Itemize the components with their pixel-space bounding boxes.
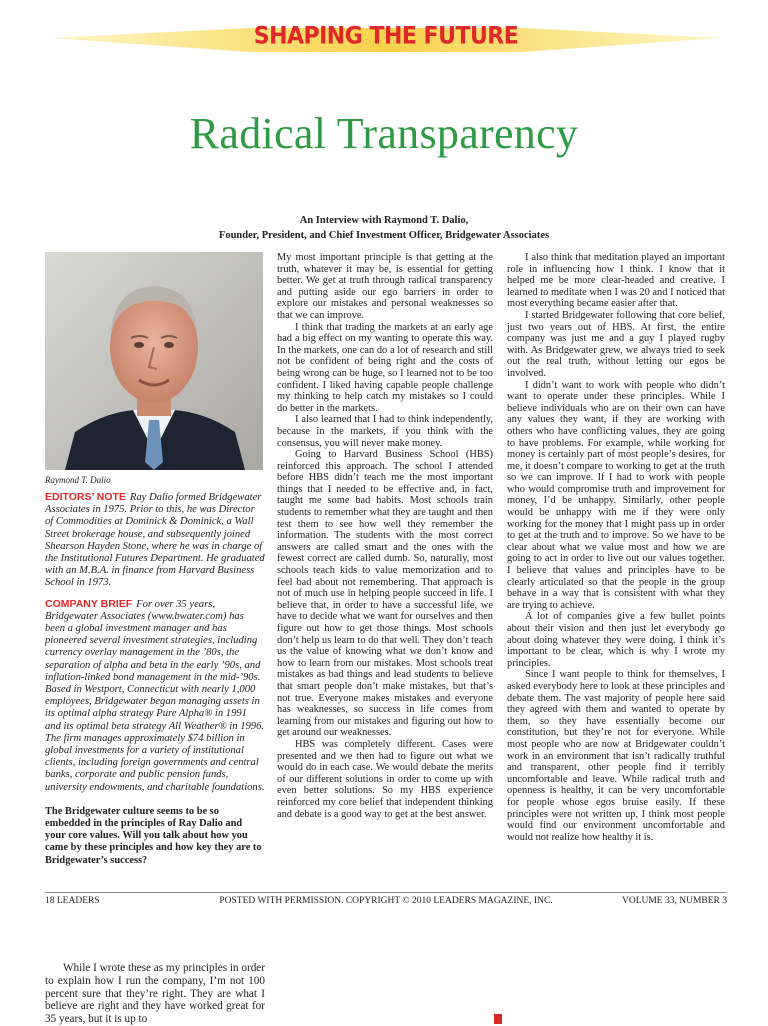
portrait-photo bbox=[45, 252, 263, 470]
paragraph: I think that trading the markets at an early age had a big effect on my wanting to operate this way. In the markets, one can do a lot of research and still not be confident of being right and the costs of being wrong can be huge, so I learned not to be too confident. I liked having capable people challenge my thinking to help catch my mistakes so I could do better in the markets. bbox=[277, 321, 493, 414]
paragraph: Since I want people to think for themselves, I asked everybody here to look at these principles and debate them. The vast majority of people here said they agreed with them and wanted to operate by them, so they have essentially become our constitution, but they’re not for everyone. While most people who are now at Bridgewater couldn’t work in an environment that isn’t radically truthful and transparent, other people find it terribly uncomfortable and leave. While radical truth and openness is healthy, it can be very uncomfortable for people whose egos bruise easily. If these principles were not written up, I think most people would find our environment uncomfortable and would not realize how healthy it is. bbox=[507, 669, 725, 843]
paragraph: My most important principle is that getting at the truth, whatever it may be, is essential for getting better. We get at truth through radical transparency and putting aside our ego barriers in order to explore our mistakes and personal weaknesses so that we can improve. bbox=[277, 252, 493, 321]
editors-note-text: Ray Dalio formed Bridgewater Associates in 1975. Prior to this, he was Director of Commodities at Dominick & Dominick, a Wall Street brokerage house, and subsequently joined Shearson Hayden Stone, where he was in charge of the Institutional Futures Department. He graduated with an M.B.A. in finance from Harvard Business School in 1973. bbox=[45, 492, 265, 589]
paragraph: I started Bridgewater following that core belief, just two years out of HBS. At first, the entire company was just me and a guy I played rugby with. As Bridgewater grew, we always tried to seek out the real truth, without letting our egos be involved. bbox=[507, 309, 725, 379]
left-column bbox=[45, 491, 265, 867]
red-marker bbox=[494, 1014, 502, 1024]
subtitle-line-1: An Interview with Raymond T. Dalio, bbox=[299, 215, 469, 226]
paragraph: I didn’t want to work with people who didn’t want to operate under these principles. While I believe individuals who are on their own can have any values they want, if they are working with others who have conflicting values, they are going to have problems. For example, while working for money is certainly part of most people’s desires, for me, it doesn’t compare to working to get at the truth so we can improve. If I had to work with people who would compromise truth and improvement for money, I’d be unhappy. Similarly, other people would be unhappy with me if they were only working for the money that I might pass up in order to get at the truth and to improve. So we have to be clear about what we value most and how we are going to act in order to live out our values together. I believe that values and principles have to be clearly articulated so that the people in the group behave in a way that is consistent with what they are trying to achieve. bbox=[507, 379, 725, 611]
subtitle-line-2: Founder, President, and Chief Investment Officer, Bridgewater Associates bbox=[218, 230, 550, 241]
paragraph: A lot of companies give a few bullet points about their vision and then just let everybody go about doing whatever they were doing. I think it’s important to be clear, which is why I wrote my principles. bbox=[507, 611, 725, 669]
paragraph: HBS was completely different. Cases were presented and we then had to figure out what we would do in each case. We would debate the merits of our different solutions in order to come up with even better solutions. So my HBS experience reinforced my core belief that independent thinking and debate is a good way to get at the best answer. bbox=[277, 738, 493, 820]
copyright-notice: POSTED WITH PERMISSION. COPYRIGHT © 2010 LEADERS MAGAZINE, INC. bbox=[219, 896, 553, 906]
editors-note bbox=[45, 491, 265, 590]
page-number: 18 LEADERS bbox=[45, 896, 100, 906]
banner-title: SHAPING THE FUTURE bbox=[253, 22, 519, 51]
editors-note-label: EDITORS’ NOTE bbox=[45, 491, 126, 503]
paragraph: I also learned that I had to think independently, because in the markets, if you think with the consensus, you will never make money. bbox=[277, 414, 493, 449]
company-brief-label: COMPANY BRIEF bbox=[45, 597, 133, 610]
company-brief-text: For over 35 years, Bridgewater Associates (www.bwater.com) has been a global investment manager and has pioneered several investment strategies, including currency overlay management in the ’80s, the separation of alpha and beta in the early ’90s, and inflation-linked bond management in the mid-’90s. Based in Westport, Connecticut with nearly 1,000 employees, Bridgewater began managing assets in its optimal alpha strategy Pure Alpha® in 1991 and its optimal beta strategy All Weather® in 1996. The firm manages approximately $74 billion in global investments for a variety of institutional clients, including foreign governments and central banks, corporate and public pension funds, university endowments, and charitable foundations. bbox=[45, 598, 265, 793]
page-footer bbox=[45, 892, 727, 910]
continuation-text: While I wrote these as my principles in order to explain how I run the company, I’m not 100 percent sure that they’re right. They are what I believe are right and they have worked great for 35 years, but it is up to bbox=[45, 962, 265, 1026]
middle-column bbox=[277, 252, 493, 820]
paragraph: I also think that meditation played an important role in influencing how I think. I know that it helped me be more clear-headed and creative. I learned to meditate when I was 20 and I noticed that most everything became easier after that. bbox=[507, 252, 725, 310]
photo-caption: Raymond T. Dalio bbox=[45, 475, 111, 485]
right-column bbox=[507, 252, 725, 843]
company-brief bbox=[45, 598, 265, 794]
volume-number: VOLUME 33, NUMBER 3 bbox=[621, 896, 727, 906]
interview-question: The Bridgewater culture seems to be so embedded in the principles of Ray Dalio and your core values. Will you talk about how you came by these principles and how key they are to Bridgewater’s success? bbox=[45, 805, 262, 866]
article-title: Radical Transparency bbox=[189, 109, 579, 158]
section-banner bbox=[50, 14, 722, 62]
paragraph: Going to Harvard Business School (HBS) reinforced this approach. The school I attended before HBS didn’t teach me the most important things that I needed to be effective and, in fact, taught me some bad habits. Most schools train students to remember what they are taught and then test them to see how well they remember the information. The students with the most correct answers are called smart and the ones with the fewest correct are called dumb. So, naturally, most schools teach kids to value memorization and to feel bad about not remembering. That approach is not of much use in helping people succeed in life. I believe that, in order to have a successful life, we have to decide what we want for ourselves and then figure out how to get those things. Most schools don’t help us learn to do that well. They don’t teach us the value of knowing what we don’t know and how to learn from our mistakes. Most schools treat mistakes as bad things and lead students to believe that smart people don’t make mistakes, but that’s not true. Everyone makes mistakes and everyone has weaknesses, so success in life comes from learning from our mistakes and figuring out how to get around our weaknesses. bbox=[277, 449, 493, 739]
article-subtitle bbox=[0, 213, 768, 243]
